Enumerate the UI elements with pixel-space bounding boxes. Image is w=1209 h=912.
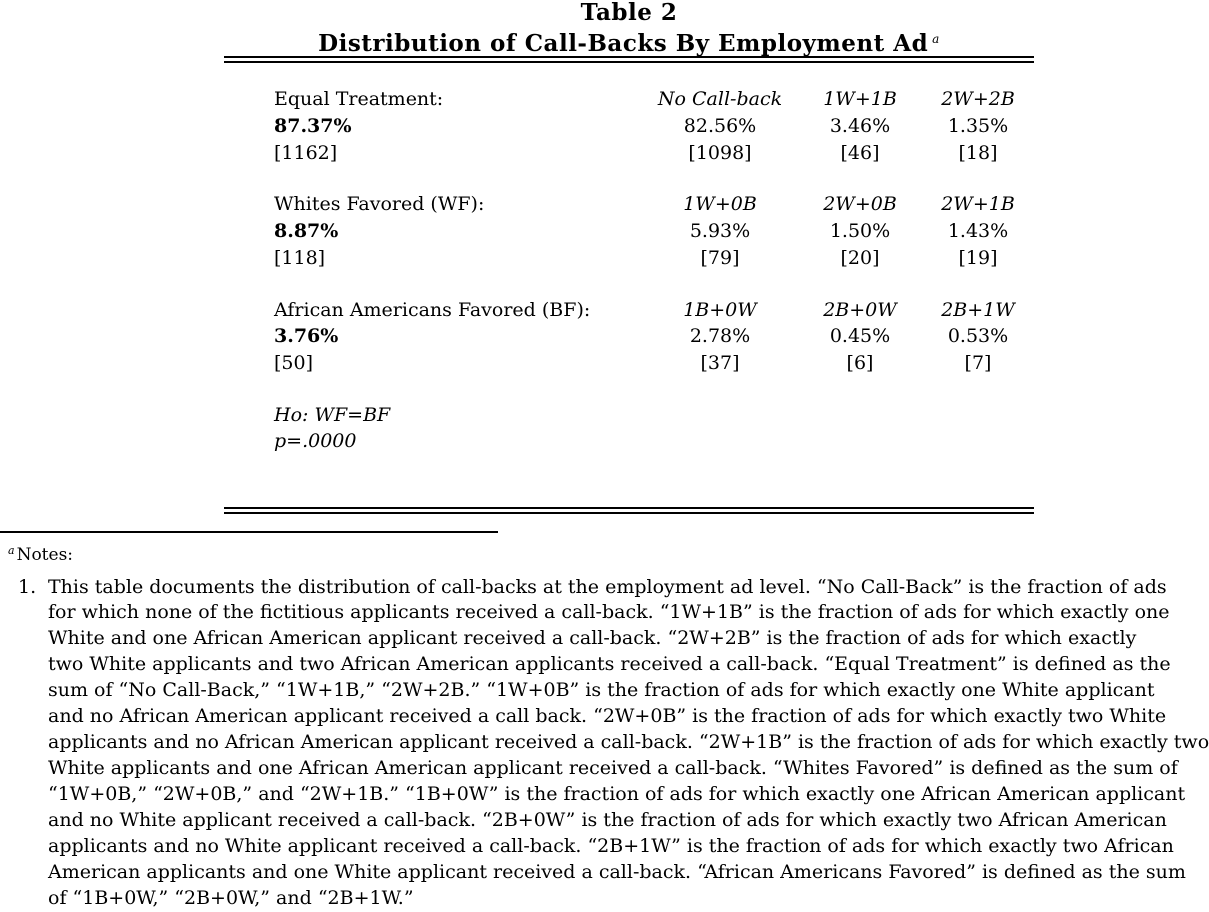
- note-line: “1W+0B,” “2W+0B,” and “2W+1B.” “1B+0W” is the fraction of ads for which exactly one African American applicant: [48, 783, 1186, 805]
- category-header: 2B+1W: [941, 299, 1015, 321]
- footnote-separator: [0, 531, 498, 533]
- category-count: [19]: [958, 247, 998, 269]
- category-count: [79]: [700, 247, 740, 269]
- note-number: 1.: [18, 576, 37, 598]
- group-total-pct: 3.76%: [274, 325, 339, 347]
- note-line: and no White applicant received a call-back. “2B+0W” is the fraction of ads for which exactly two African American: [48, 809, 1167, 831]
- category-pct: 1.50%: [829, 220, 891, 242]
- note-line: two White applicants and two African American applicants received a call-back. “Equal Treatment” is defined as the: [48, 653, 1171, 675]
- group-label-african-americans-favored: African Americans Favored (BF):: [274, 299, 591, 321]
- note-line: of “1B+0W,” “2B+0W,” and “2B+1W.”: [48, 887, 414, 909]
- note-line: and no African American applicant received a call back. “2W+0B” is the fraction of ads for which exactly two White: [48, 705, 1167, 727]
- note-line: American applicants and one White applicant received a call-back. “African Americans Favored” is defined as the sum: [48, 861, 1186, 883]
- group-total-n: [118]: [274, 247, 326, 269]
- category-count: [37]: [700, 352, 740, 374]
- note-line: applicants and no White applicant received a call-back. “2B+1W” is the fraction of ads for which exactly two African: [48, 835, 1174, 857]
- category-header: No Call-back: [657, 88, 783, 110]
- category-pct: 2.78%: [689, 325, 751, 347]
- category-pct: 1.35%: [947, 115, 1009, 137]
- note-line: White and one African American applicant received a call-back. “2W+2B” is the fraction of ads for which exactly: [48, 627, 1137, 649]
- category-pct: 5.93%: [689, 220, 751, 242]
- category-count: [6]: [846, 352, 874, 374]
- group-total-n: [1162]: [274, 142, 338, 164]
- group-total-pct: 8.87%: [274, 220, 339, 242]
- note-line: sum of “No Call-Back,” “1W+1B,” “2W+2B.” “1W+0B” is the fraction of ads for which exactly one White applicant: [48, 679, 1155, 701]
- top-rule-1: [224, 56, 1034, 58]
- notes-heading-text: Notes:: [16, 545, 74, 565]
- category-pct: 82.56%: [683, 115, 757, 137]
- note-line: for which none of the fictitious applicants received a call-back. “1W+1B” is the fraction of ads for which exactly one: [48, 601, 1170, 623]
- note-line: applicants and no African American applicant received a call-back. “2W+1B” is the fraction of ads for which exactly two: [48, 731, 1209, 753]
- category-header: 2W+2B: [941, 88, 1015, 110]
- category-header: 1B+0W: [683, 299, 757, 321]
- category-header: 2W+0B: [823, 193, 897, 215]
- category-pct: 0.53%: [947, 325, 1009, 347]
- table-title: Table 2: [580, 0, 678, 26]
- bottom-rule-1: [224, 507, 1034, 509]
- bottom-rule-2: [224, 512, 1034, 514]
- footnote-marker: a: [932, 32, 940, 46]
- notes-heading: [8, 541, 73, 565]
- group-total-pct: 87.37%: [274, 115, 352, 137]
- notes-marker: a: [8, 544, 15, 557]
- group-label-whites-favored: Whites Favored (WF):: [274, 193, 485, 215]
- note-line: This table documents the distribution of call-backs at the employment ad level. “No Call-Back” is the fraction of ads: [48, 576, 1167, 598]
- category-header: 1W+0B: [683, 193, 757, 215]
- group-total-n: [50]: [274, 352, 314, 374]
- category-pct: 1.43%: [947, 220, 1009, 242]
- category-count: [20]: [840, 247, 880, 269]
- category-header: 2W+1B: [941, 193, 1015, 215]
- category-pct: 3.46%: [829, 115, 891, 137]
- category-count: [18]: [958, 142, 998, 164]
- hypothesis: Ho: WF=BF: [274, 404, 391, 426]
- top-rule-2: [224, 61, 1034, 63]
- category-count: [1098]: [688, 142, 752, 164]
- group-label-equal-treatment: Equal Treatment:: [274, 88, 444, 110]
- category-header: 1W+1B: [823, 88, 897, 110]
- table-subtitle-row: [224, 26, 1034, 57]
- category-pct: 0.45%: [829, 325, 891, 347]
- category-count: [7]: [964, 352, 992, 374]
- category-header: 2B+0W: [823, 299, 897, 321]
- table-subtitle: Distribution of Call-Backs By Employment Ad: [318, 30, 929, 57]
- note-line: White applicants and one African American applicant received a call-back. “Whites Favored” is defined as the sum of: [48, 757, 1178, 779]
- p-value: p=.0000: [274, 430, 357, 452]
- category-count: [46]: [840, 142, 880, 164]
